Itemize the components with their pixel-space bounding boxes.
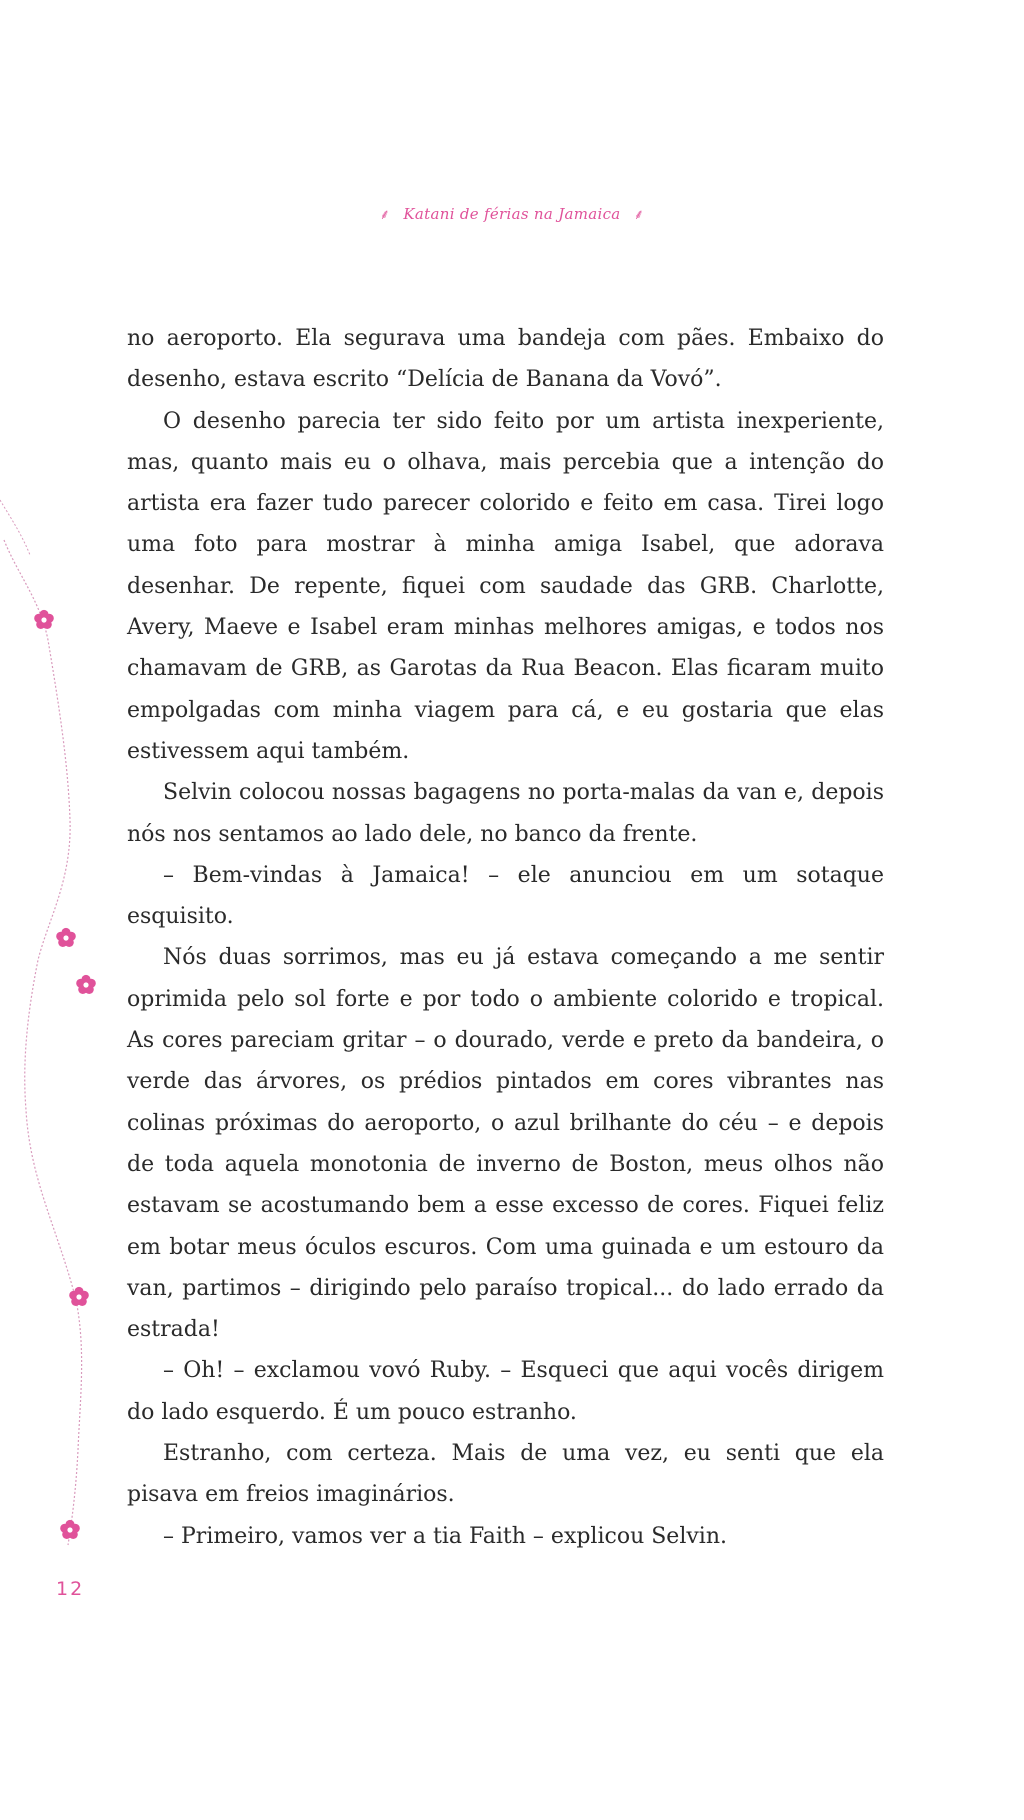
- flower-icon: [60, 1520, 80, 1539]
- flower-icon: [56, 928, 76, 947]
- paragraph: – Primeiro, vamos ver a tia Faith – explicou Selvin.: [163, 1523, 727, 1549]
- vine-stem: [4, 540, 82, 1545]
- flower-icon: [76, 975, 96, 994]
- running-title: Katani de férias na Jamaica: [403, 205, 621, 223]
- vine-decoration: [0, 0, 120, 1620]
- paragraph: – Bem-vindas à Jamaica! – ele anunciou em um sotaque esquisito.: [127, 862, 884, 930]
- paragraph: Selvin colocou nossas bagagens no porta-malas da van e, depois nós nos sentamos ao lado dele, no banco da frente.: [127, 780, 884, 847]
- paragraph: Estranho, com certeza. Mais de uma vez, eu senti que ela pisava em freios imaginários.: [127, 1441, 884, 1508]
- paragraph: O desenho parecia ter sido feito por um artista inexperiente, mas, quanto mais eu o olhava, mais percebia que a intenção do artista era fazer tudo parecer colorido e feito em casa. Tirei logo uma foto para mostrar à minha amiga Isabel, que adorava desenhar. De repente, fiquei com saudade das GRB. Charlotte, Avery, Maeve e Isabel eram minhas melhores amigas, e todos nos chamavam de GRB, as Garotas da Rua Beacon. Elas ficaram muito empolgadas com minha viagem para cá, e eu gostaria que elas estivessem aqui também.: [127, 408, 884, 764]
- paragraph: no aeroporto. Ela segurava uma bandeja com pães. Embaixo do desenho, estava escrito “Delícia de Banana da Vovó”.: [127, 326, 884, 393]
- paragraph: Nós duas sorrimos, mas eu já estava começando a me sentir oprimida pelo sol forte e por todo o ambiente colorido e tropical. As cores pareciam gritar – o dourado, verde e preto da bandeira, o verde das árvores, os prédios pintados em cores vibrantes nas colinas próximas do aeroporto, o azul brilhante do céu – e depois de toda aquela monotonia de inverno de Boston, meus olhos não estavam se acostumando bem a esse excesso de cores. Fiquei feliz em botar meus óculos escuros. Com uma guinada e um estouro da van, partimos – dirigindo pelo paraíso tropical... do lado errado da estrada!: [127, 945, 884, 1343]
- flower-icon: [34, 610, 54, 629]
- ornament-left-icon: ⸙: [379, 207, 391, 223]
- paragraph: – Oh! – exclamou vovó Ruby. – Esqueci que aqui vocês dirigem do lado esquerdo. É um pouco estranho.: [127, 1358, 884, 1425]
- running-header: [0, 205, 1024, 224]
- flower-icon: [69, 1287, 89, 1306]
- body-text: [127, 318, 884, 1557]
- ornament-right-icon: ⸙: [633, 207, 645, 223]
- page-number: 12: [56, 1578, 85, 1600]
- vine-stem-outer: [0, 500, 30, 555]
